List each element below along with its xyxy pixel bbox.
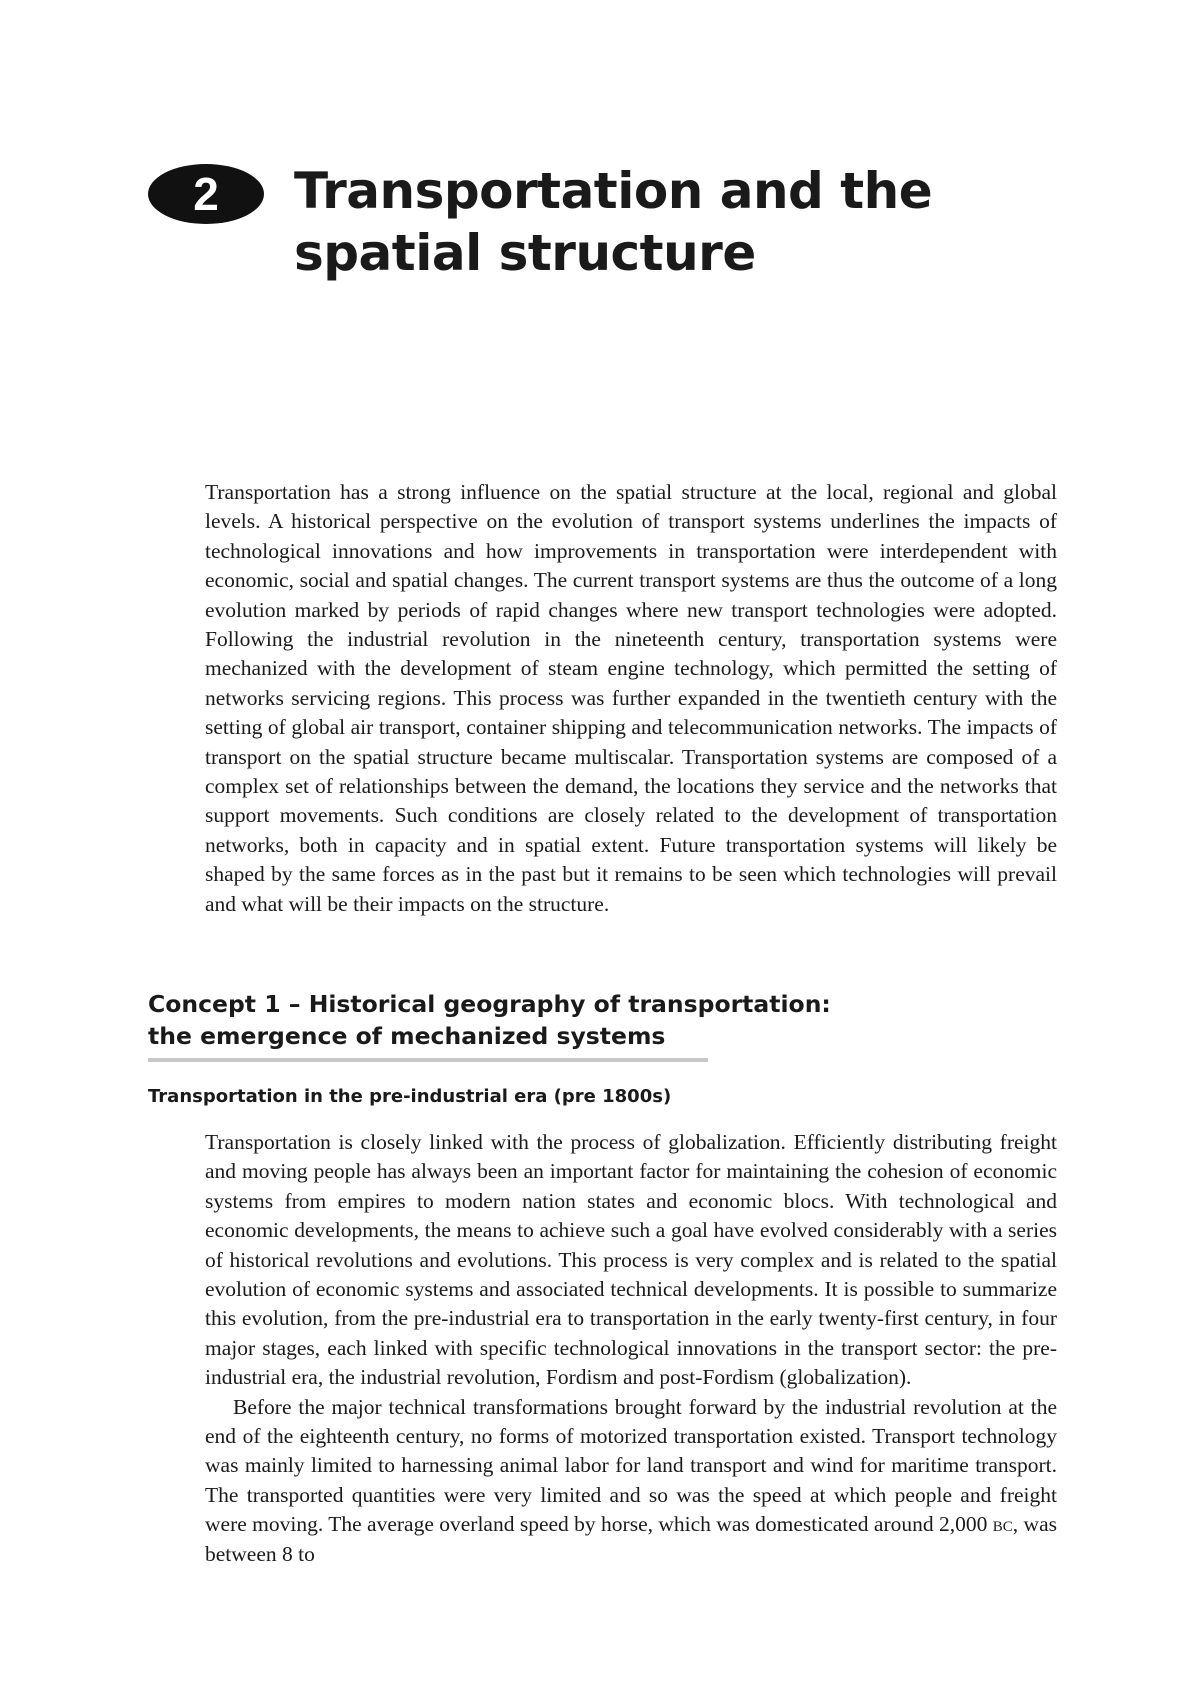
chapter-title-line-1: Transportation and the [294, 162, 933, 220]
concept-heading-line-2: the emergence of mechanized systems [148, 1022, 666, 1050]
body-text [205, 1128, 1057, 1569]
body-paragraph-1: Transportation is closely linked with the process of globalization. Efficiently distributing freight and moving people has always been an important factor for maintaining the cohesion of economic systems from empires to modern nation states and economic blocs. With technological and economic developments, the means to achieve such a goal have evolved considerably with a series of historical revolutions and evolutions. This process is very complex and is related to the spatial evolution of economic systems and associated technical developments. It is possible to summarize this evolution, from the pre-industrial era to transportation in the early twenty-first century, in four major stages, each linked with specific technological innovations in the transport sector: the pre-industrial era, the industrial revolution, Fordism and post-Fordism (globalization). [205, 1130, 1057, 1390]
chapter-title-line-2: spatial structure [294, 224, 756, 282]
concept-heading [148, 988, 831, 1062]
chapter-number-badge: 2 [148, 164, 264, 224]
chapter-title [294, 160, 932, 284]
section-heading: Transportation in the pre-industrial era (pre 1800s) [148, 1086, 672, 1107]
body-paragraph-2-part-b: , was between 8 to [205, 1512, 1057, 1566]
body-paragraph-2 [205, 1393, 1057, 1569]
body-paragraph-2-part-a: Before the major technical transformations brought forward by the industrial revolution at the end of the eighteenth century, no forms of motorized transportation existed. Transport technology was mainly limited to harnessing animal labor for land transport and wind for maritime transport. The transported quantities were very limited and so was the speed at which people and freight were moving. The average overland speed by horse, which was domesticated around 2,000 [205, 1394, 1057, 1537]
era-abbreviation: bc [992, 1512, 1013, 1537]
chapter-introduction: Transportation has a strong influence on the spatial structure at the local, regional and global levels. A historical perspective on the evolution of transport systems underlines the impacts of technological innovations and how improvements in transportation were interdependent with economic, social and spatial changes. The current transport systems are thus the outcome of a long evolution marked by periods of rapid changes where new transport technologies were adopted. Following the industrial revolution in the nineteenth century, transportation systems were mechanized with the development of steam engine technology, which permitted the setting of networks servicing regions. This process was further expanded in the twentieth century with the setting of global air transport, container shipping and telecommunication networks. The impacts of transport on the spatial structure became multiscalar. Transportation systems are composed of a complex set of relationships between the demand, the locations they service and the networks that support movements. Such conditions are closely related to the development of transportation networks, both in capacity and in spatial extent. Future transportation systems will likely be shaped by the same forces as in the past but it remains to be seen which technologies will prevail and what will be their impacts on the structure. [205, 480, 1057, 916]
concept-heading-line-1: Concept 1 – Historical geography of transportation: [148, 990, 831, 1018]
